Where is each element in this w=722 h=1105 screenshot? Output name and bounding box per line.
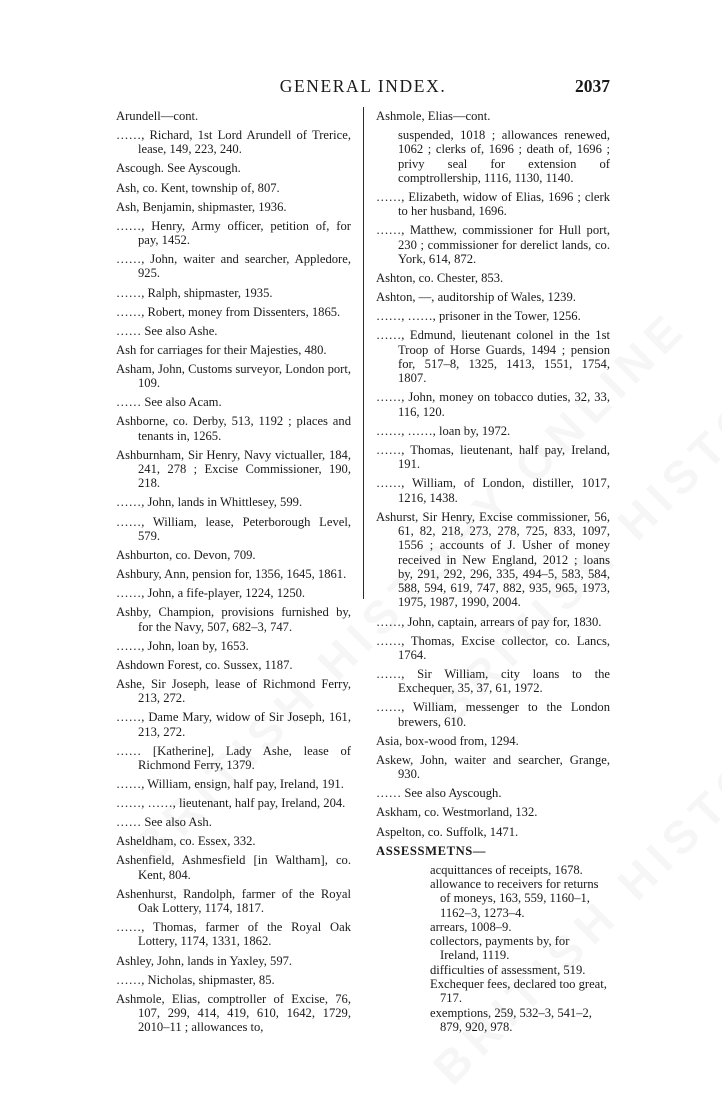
index-entry: Ashburton, co. Devon, 709.: [116, 547, 256, 562]
index-subentry: ……, William, of London, distiller, 1017, 1216, 1438.: [376, 476, 610, 505]
column-divider: [363, 107, 364, 599]
index-column-right: [376, 109, 610, 1034]
index-entry: Ashton, —, auditorship of Wales, 1239.: [376, 290, 576, 305]
index-entry: Asham, John, Customs surveyor, London port, 109.: [116, 361, 351, 391]
index-subentry: ……, Sir William, city loans to the Exchequer, 35, 37, 61, 1972.: [376, 667, 610, 696]
index-subentry: ……, Elizabeth, widow of Elias, 1696 ; clerk to her husband, 1696.: [376, 190, 610, 219]
index-entry: Ash for carriages for their Majesties, 480.: [116, 342, 327, 357]
index-subitem: collectors, payments by, for Ireland, 1119.: [430, 934, 570, 963]
index-section-heading: ASSESSMETNS—: [376, 843, 487, 858]
index-subentry: ……, John, waiter and searcher, Appledore, 925.: [116, 252, 351, 281]
index-continuation-heading: Arundell—cont.: [116, 109, 199, 123]
index-subitem: Exchequer fees, declared too great, 717.: [430, 977, 607, 1006]
index-subitem: arrears, 1008–9.: [430, 919, 512, 934]
index-entry: Aspelton, co. Suffolk, 1471.: [376, 824, 519, 839]
index-subentry: ……, Nicholas, shipmaster, 85.: [116, 972, 275, 987]
index-subentry: ……, Robert, money from Dissenters, 1865.: [116, 304, 341, 319]
index-subentry: ……, John, lands in Whittlesey, 599.: [116, 495, 303, 510]
index-subentry: ……, John, money on tobacco duties, 32, 33, 116, 120.: [376, 390, 610, 419]
index-entry: Ashdown Forest, co. Sussex, 1187.: [116, 657, 293, 672]
index-column-left: [116, 109, 351, 1039]
index-entry: Ashbury, Ann, pension for, 1356, 1645, 1861.: [116, 567, 347, 582]
index-entry: Ashurst, Sir Henry, Excise commissioner, 56, 61, 82, 218, 273, 278, 725, 833, 1097, 1556 ; accounts of J. Usher of money received in New England, 2012 ; loans by, 291, 292, 296, 335, 494–5, 583, 584, 588, 594, 619, 747, 882, 935, 965, 1973, 1975, 1987, 1990, 2004.: [376, 509, 610, 610]
index-subentry: ……, Ralph, shipmaster, 1935.: [116, 285, 273, 300]
index-subentry: ……, Thomas, Excise collector, co. Lancs, 1764.: [376, 633, 610, 662]
index-entry: Ashborne, co. Derby, 513, 1192 ; places and tenants in, 1265.: [116, 414, 351, 443]
index-entry-continuation: suspended, 1018 ; allowances renewed, 1062 ; clerks of, 1696 ; death of, 1696 ; privy seal for extension of comptrollership, 1116, 1130, 1140.: [398, 128, 610, 185]
index-subentry: …… See also Acam.: [116, 395, 222, 410]
index-subentry: ……, ……, lieutenant, half pay, Ireland, 204.: [116, 796, 346, 811]
index-entry: Ashenfield, Ashmesfield [in Waltham], co. Kent, 804.: [116, 853, 351, 882]
index-entry: Ashley, John, lands in Yaxley, 597.: [116, 953, 293, 968]
index-entry: Asheldham, co. Essex, 332.: [116, 834, 256, 849]
index-entry: Asia, box-wood from, 1294.: [376, 733, 519, 748]
index-subentry: …… See also Ash.: [116, 815, 212, 830]
index-subentry: ……, ……, loan by, 1972.: [376, 423, 511, 438]
index-entry: Ash, Benjamin, shipmaster, 1936.: [116, 199, 287, 214]
index-entry: Ashby, Champion, provisions furnished by, for the Navy, 507, 682–3, 747.: [116, 605, 351, 634]
index-subentry: ……, ……, prisoner in the Tower, 1256.: [376, 309, 581, 324]
index-entry: Ashton, co. Chester, 853.: [376, 271, 504, 286]
index-subentry: ……, Dame Mary, widow of Sir Joseph, 161, 213, 272.: [116, 710, 351, 739]
index-subentry: ……, William, ensign, half pay, Ireland, 191.: [116, 777, 344, 791]
index-subentry: ……, John, a fife-player, 1224, 1250.: [116, 586, 306, 601]
index-subentry: ……, John, captain, arrears of pay for, 1830.: [376, 614, 602, 629]
index-subentry: ……, Matthew, commissioner for Hull port, 230 ; commissioner for derelict lands, co. York, 614, 872.: [376, 223, 610, 267]
index-subentry: …… See also Ayscough.: [376, 786, 502, 801]
index-subitem: exemptions, 259, 532–3, 541–2, 879, 920, 978.: [430, 1005, 592, 1034]
index-entry: Ashenhurst, Randolph, farmer of the Royal Oak Lottery, 1174, 1817.: [116, 886, 351, 916]
index-entry: Askew, John, waiter and searcher, Grange, 930.: [376, 752, 610, 782]
index-subentry: ……, Henry, Army officer, petition of, for pay, 1452.: [116, 218, 351, 248]
index-entry: Ashmole, Elias, comptroller of Excise, 76, 107, 299, 414, 419, 610, 1642, 1729, 2010–11 ; allowances to,: [116, 991, 351, 1035]
index-entry: Ash, co. Kent, township of, 807.: [116, 180, 280, 195]
index-continuation-heading: Ashmole, Elias—cont.: [376, 109, 491, 123]
index-subentry: ……, William, messenger to the London brewers, 610.: [376, 700, 610, 729]
index-entry: Ascough. See Ayscough.: [116, 161, 241, 176]
index-subentry: ……, William, lease, Peterborough Level, 579.: [116, 514, 351, 543]
index-subitem: difficulties of assessment, 519.: [430, 962, 586, 977]
index-subentry: ……, Thomas, lieutenant, half pay, Ireland, 191.: [376, 442, 610, 472]
index-subentry: …… [Katherine], Lady Ashe, lease of Richmond Ferry, 1379.: [116, 743, 351, 772]
index-subentry: ……, Edmund, lieutenant colonel in the 1st Troop of Horse Guards, 1494 ; pension for, 517–8, 1325, 1413, 1551, 1754, 1807.: [376, 328, 610, 386]
page-number: 2037: [575, 76, 610, 96]
index-entry: Ashe, Sir Joseph, lease of Richmond Ferry, 213, 272.: [116, 676, 351, 706]
index-subitem: allowance to receivers for returns of moneys, 163, 559, 1160–1, 1162–3, 1273–4.: [430, 876, 599, 920]
page-title: GENERAL INDEX.: [279, 76, 447, 96]
index-subentry: ……, John, loan by, 1653.: [116, 638, 249, 653]
index-subentry: ……, Richard, 1st Lord Arundell of Trerice, lease, 149, 223, 240.: [116, 128, 351, 157]
page-header: [116, 76, 610, 98]
index-subentry: …… See also Ashe.: [116, 323, 218, 338]
index-entry: Askham, co. Westmorland, 132.: [376, 805, 538, 820]
index-entry: Ashburnham, Sir Henry, Navy victualler, 184, 241, 278 ; Excise Commissioner, 190, 218.: [116, 447, 351, 491]
index-subentry: ……, Thomas, farmer of the Royal Oak Lottery, 1174, 1331, 1862.: [116, 920, 351, 949]
index-subitem: acquittances of receipts, 1678.: [430, 862, 583, 877]
